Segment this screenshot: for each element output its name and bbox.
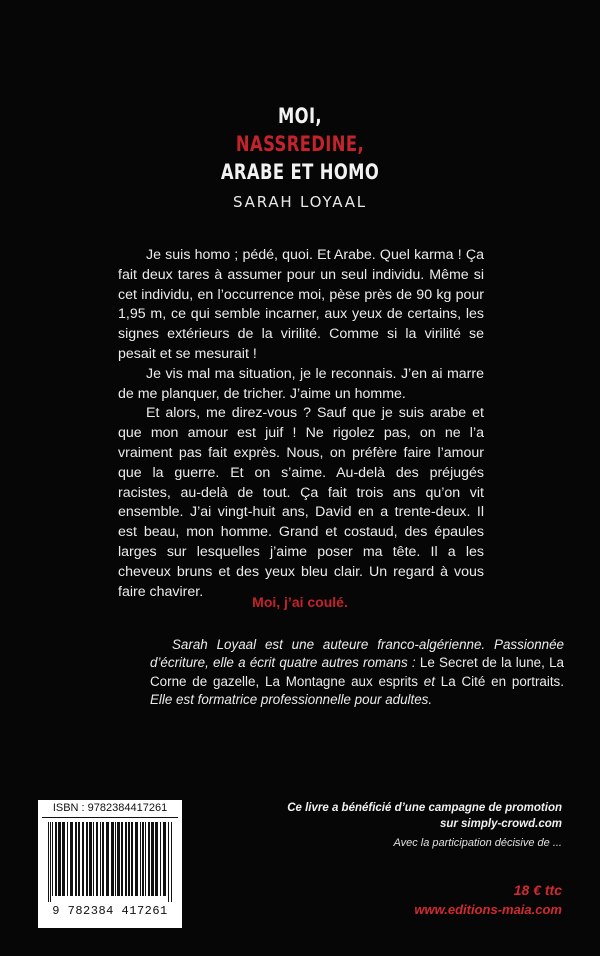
publisher-website[interactable]: www.editions-maia.com <box>414 902 562 917</box>
barcode-bar <box>117 822 120 896</box>
barcode-bar <box>55 822 57 896</box>
barcode-bar <box>148 822 150 896</box>
bio-book-2: La Corne de gazelle, <box>150 655 564 689</box>
barcode-bar <box>106 822 109 896</box>
isbn-barcode <box>38 800 182 928</box>
barcode-bar <box>58 822 61 896</box>
barcode-bar <box>67 822 68 896</box>
barcode-bar <box>52 822 53 896</box>
barcode-bar <box>102 822 104 896</box>
title-line-3: ARABE ET HOMO <box>220 160 380 184</box>
barcode-bar <box>78 822 80 896</box>
bio-book-3: La Montagne aux esprits <box>265 673 418 689</box>
barcode-bar <box>82 822 84 896</box>
title-line-1: MOI, <box>277 104 323 128</box>
barcode-bars <box>46 822 174 902</box>
title-line-2: NASSREDINE, <box>235 132 365 156</box>
bio-intro: Sarah Loyaal est une auteure franco-algérienne. Passionnée d’écriture, elle a écrit quatre autres romans : <box>150 637 564 671</box>
barcode-bar <box>75 822 77 896</box>
bio-outro: Elle est formatrice professionnelle pour adultes. <box>150 692 433 708</box>
barcode-bar <box>125 822 127 896</box>
barcode-bar <box>121 822 123 896</box>
barcode-bar <box>89 822 92 896</box>
barcode-bar <box>171 822 172 902</box>
barcode-bar <box>145 822 146 896</box>
tagline: Moi, j’ai coulé. <box>252 594 348 610</box>
bio-book-4: La Cité en portraits. <box>440 673 564 689</box>
isbn-digits: 9 782384 417261 <box>52 904 168 918</box>
barcode-bar <box>111 822 114 896</box>
barcode-bar <box>50 822 51 902</box>
isbn-divider <box>42 817 178 818</box>
barcode-bar <box>163 822 166 896</box>
barcode-bar <box>135 822 138 896</box>
promo-line-2: sur simply-crowd.com <box>439 818 562 830</box>
blurb-paragraph: Et alors, me direz-vous ? Sauf que je suis arabe et que mon amour est juif ! Ne rigolez pas, on ne l’a vraiment pas fait exprès. Nous, on préfère faire l’amour que la guerre. Et on s’aime. Au-delà des préjugés racistes, au-delà de tout. Ça fait trois ans qu’on vit ensemble. J’ai vingt-huit ans, David en a trente-deux. Il est beau, mon homme. Grand et costaud, des épaules larges sur lesquelles j’aime poser ma tête. Il a les cheveux bruns et des yeux bleu clair. Un regard à vous faire chavirer. <box>118 405 484 600</box>
bio-and: et <box>423 673 435 689</box>
participation-note: Avec la participation décisive de ... <box>393 837 562 849</box>
barcode-bar <box>155 822 158 896</box>
barcode-bar <box>128 822 130 896</box>
barcode-bar <box>70 822 73 896</box>
barcode-bar <box>131 822 133 896</box>
bio-book-1: Le Secret de la lune, <box>419 655 545 671</box>
barcode-bar <box>100 822 101 896</box>
barcode-bar <box>115 822 116 896</box>
author-bio <box>150 636 564 710</box>
barcode-bar <box>168 822 169 902</box>
barcode-bar <box>140 822 141 896</box>
barcode-bar <box>96 822 98 896</box>
barcode-bar <box>151 822 154 896</box>
blurb-paragraph: Je suis homo ; pédé, quoi. Et Arabe. Quel karma ! Ça fait deux tares à assumer pour un seul individu. Même si cet individu, en l’occurrence moi, pèse près de 90 kg pour 1,95 m, ce qui semble incarner, aux yeux de certains, les signes extérieurs de la virilité. Comme si la virilité se pesait et se mesurait ! <box>118 247 484 362</box>
blurb <box>118 246 484 602</box>
barcode-bar <box>48 822 49 902</box>
barcode-bar <box>86 822 88 896</box>
barcode-bar <box>62 822 65 896</box>
barcode-bar <box>93 822 94 896</box>
isbn-label: ISBN : 9782384417261 <box>52 802 168 814</box>
blurb-paragraph: Je vis mal ma situation, je le reconnais. J’en ai marre de me planquer, de tricher. J’aime un homme. <box>118 365 484 402</box>
price: 18 € ttc <box>513 882 562 898</box>
promo-notice <box>262 800 562 832</box>
author-name: SARAH LOYAAL <box>233 193 367 211</box>
promo-line-1: Ce livre a bénéficié d’une campagne de promotion <box>287 802 562 814</box>
barcode-bar <box>160 822 161 896</box>
barcode-bar <box>142 822 144 896</box>
